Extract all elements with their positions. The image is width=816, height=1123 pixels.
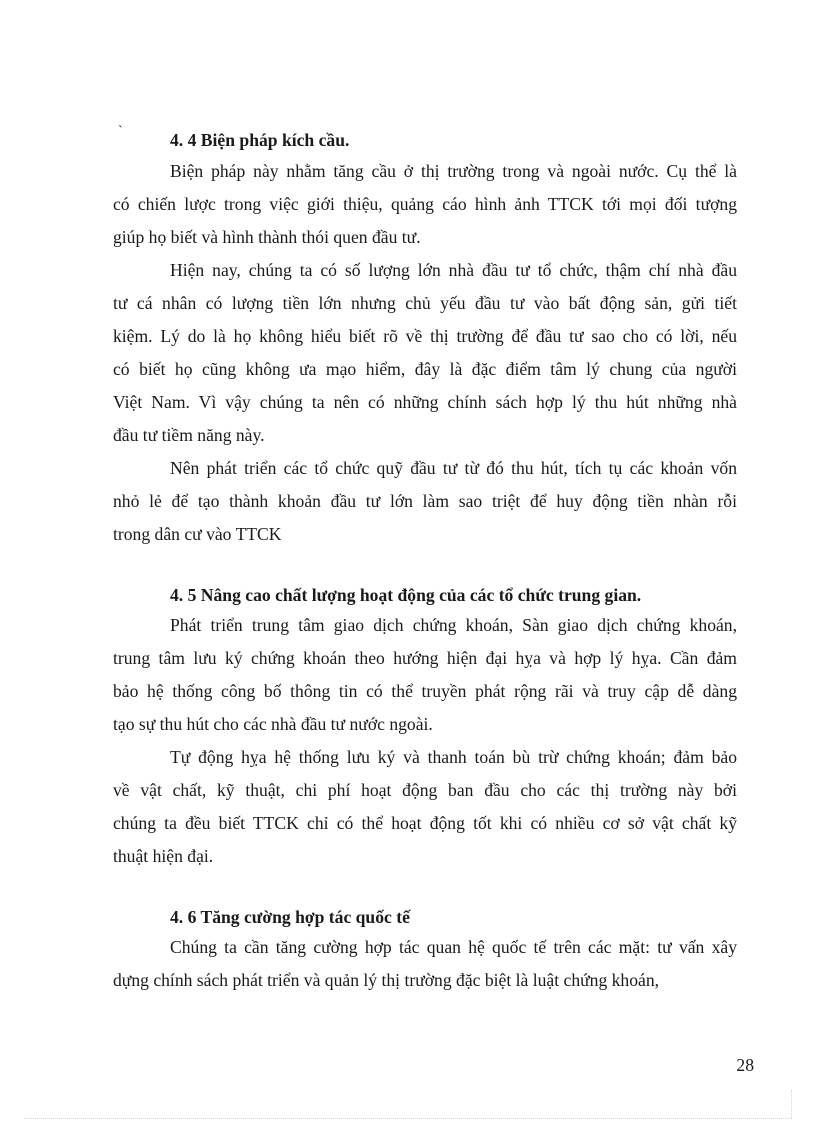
paragraph-line: có chiến lược trong việc giới thiệu, quảng cáo hình ảnh TTCK tới mọi đối tượng xyxy=(113,194,737,214)
paragraph-line: Phát triển trung tâm giao dịch chứng khoán, Sàn giao dịch chứng khoán, xyxy=(170,615,737,635)
paragraph-line: bảo hệ thống công bố thông tin có thể truyền phát rộng rãi và truy cập dễ dàng xyxy=(113,681,737,701)
paragraph-line: giúp họ biết và hình thành thói quen đầu tư. xyxy=(113,227,421,247)
paragraph-line: trong dân cư vào TTCK xyxy=(113,524,282,544)
paragraph-line: về vật chất, kỹ thuật, chi phí hoạt động ban đầu cho các thị trường này bởi xyxy=(113,780,737,800)
paragraph-line: tư cá nhân có lượng tiền lớn nhưng chủ yếu đầu tư vào bất động sản, gửi tiết xyxy=(113,293,737,313)
paragraph-line: nhỏ lẻ để tạo thành khoản đầu tư lớn làm sao triệt để huy động tiền nhàn rỗi xyxy=(113,491,737,511)
paragraph-line: dựng chính sách phát triển và quản lý thị trường đặc biệt là luật chứng khoán, xyxy=(113,970,660,990)
paragraph-line: Việt Nam. Vì vậy chúng ta nên có những chính sách hợp lý thu hút những nhà xyxy=(113,392,737,412)
paragraph-line: Biện pháp này nhằm tăng cầu ở thị trường trong và ngoài nước. Cụ thể là xyxy=(170,161,737,181)
paragraph-line: Tự động hỵa hệ thống lưu ký và thanh toán bù trừ chứng khoán; đảm bảo xyxy=(170,747,737,767)
paragraph-line: chúng ta đều biết TTCK chỉ có thể hoạt động tốt khi có nhiều cơ sở vật chất kỹ xyxy=(113,813,737,833)
paragraph-line: tạo sự thu hút cho các nhà đầu tư nước ngoài. xyxy=(113,714,433,734)
paragraph-line: Nên phát triển các tổ chức quỹ đầu tư từ đó thu hút, tích tụ các khoản vốn xyxy=(170,458,737,478)
paragraph-line: Chúng ta cần tăng cường hợp tác quan hệ quốc tế trên các mặt: tư vấn xây xyxy=(170,937,737,957)
paragraph-line: có biết họ cũng không ưa mạo hiểm, đây là đặc điểm tâm lý chung của người xyxy=(113,359,737,379)
stray-mark: ` xyxy=(118,124,123,139)
section-heading-4-4: 4. 4 Biện pháp kích cầu. xyxy=(170,130,350,150)
paragraph-line: thuật hiện đại. xyxy=(113,846,214,866)
page-border-right xyxy=(791,1090,792,1118)
section-heading-4-6: 4. 6 Tăng cường hợp tác quốc tế xyxy=(170,907,410,927)
page-border-bottom xyxy=(24,1118,792,1119)
paragraph-line: trung tâm lưu ký chứng khoán theo hướng hiện đại hỵa và hợp lý hỵa. Cần đảm xyxy=(113,648,737,668)
paragraph-line: đầu tư tiềm năng này. xyxy=(113,425,265,445)
paragraph-line: kiệm. Lý do là họ không hiểu biết rõ về thị trường để đầu tư sao cho có lời, nếu xyxy=(113,326,737,346)
paragraph-line: Hiện nay, chúng ta có số lượng lớn nhà đầu tư tổ chức, thậm chí nhà đầu xyxy=(170,260,737,280)
page-number: 28 xyxy=(736,1055,754,1075)
section-heading-4-5: 4. 5 Nâng cao chất lượng hoạt động của các tổ chức trung gian. xyxy=(170,585,642,605)
